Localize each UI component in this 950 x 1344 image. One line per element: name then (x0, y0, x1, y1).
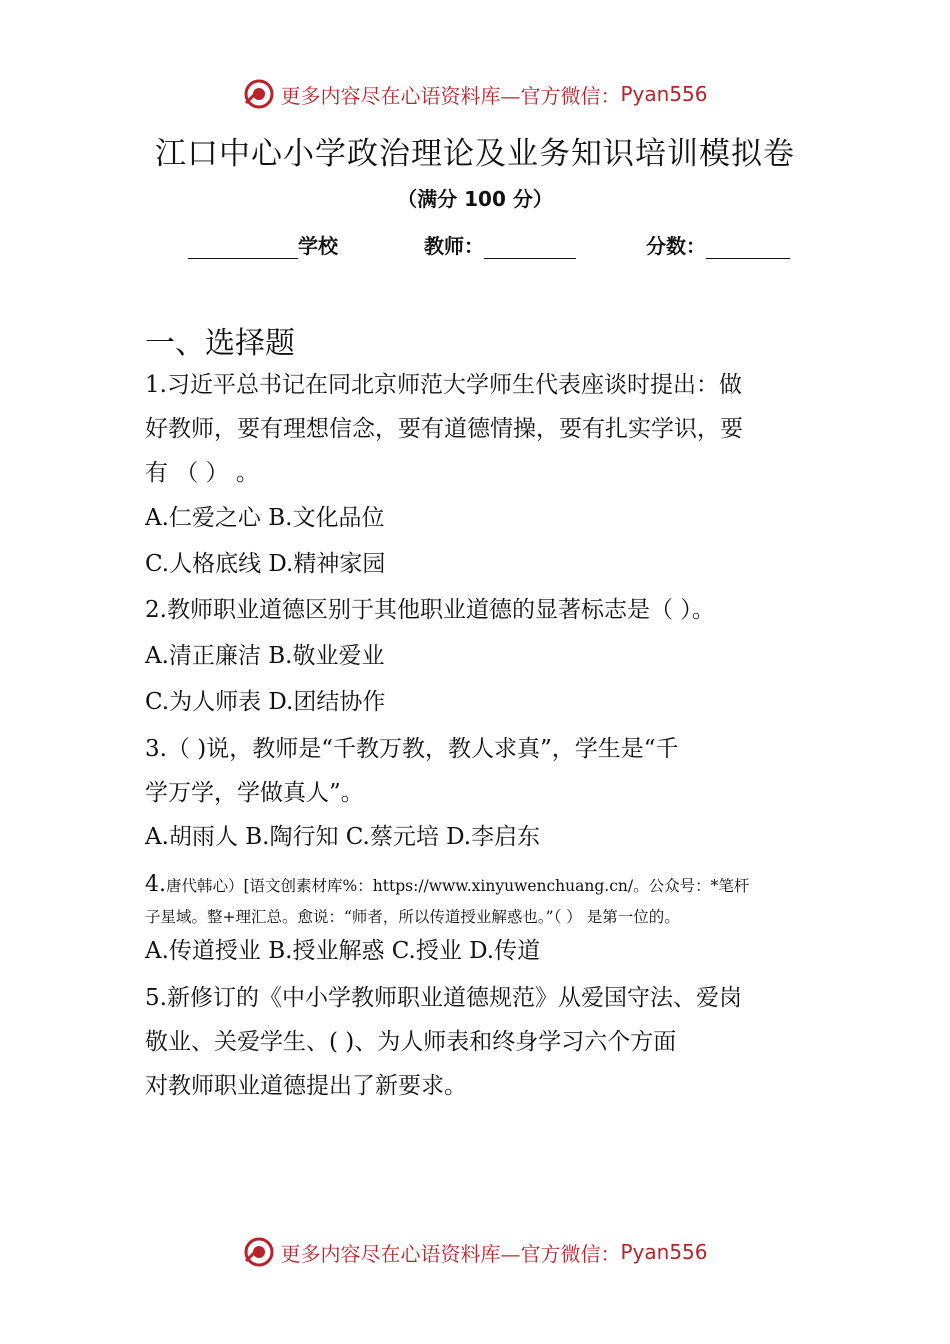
brand-logo-icon (242, 77, 276, 111)
q1-options-ab: A.仁爱之心 B.文化品位 (145, 505, 385, 531)
q3-options: A.胡雨人 B.陶行知 C.蔡元培 D.李启东 (145, 824, 541, 850)
score-field (646, 230, 790, 259)
q4-line2: 子星域。整+理汇总。愈说：“师者，所以传道授业解惑也。”（ ） 是第一位的。 (145, 908, 680, 926)
teacher-field (424, 230, 576, 259)
q2-stem: 2.教师职业道德区别于其他职业道德的显著标志是（ ）。 (145, 597, 715, 623)
brand-logo-icon (242, 1235, 276, 1269)
footer-banner (0, 1232, 950, 1272)
score-blank (706, 234, 790, 259)
school-field (188, 230, 338, 259)
footer-banner-wechat: Pyan556 (620, 1240, 708, 1264)
footer-banner-text: 更多内容尽在心语资料库—官方微信： (280, 1241, 621, 1266)
q5-line2: 敬业、关爱学生、( )、为人师表和终身学习六个方面 (145, 1029, 677, 1055)
teacher-label: 教师： (424, 234, 484, 258)
school-label: 学校 (298, 234, 338, 258)
teacher-blank (484, 234, 576, 259)
header-banner-wechat: Pyan556 (620, 82, 708, 106)
q4-line1-text: 唐代韩心）[语文创素材库%：https://www.xinyuwenchuang.cn/。公众号：*笔杆 (166, 877, 750, 895)
header-banner-text: 更多内容尽在心语资料库—官方微信： (280, 83, 621, 108)
q2-options-cd: C.为人师表 D.团结协作 (145, 689, 386, 715)
q5-line1: 5.新修订的《中小学教师职业道德规范》从爱国守法、爱岗 (145, 985, 742, 1011)
q1-line3: 有 （ ） 。 (145, 460, 259, 486)
section-heading: 一、选择题 (145, 326, 295, 361)
info-fields (188, 230, 808, 260)
q2-options-ab: A.清正廉洁 B.敬业爱业 (145, 643, 385, 669)
q4-options: A.传道授业 B.授业解惑 C.授业 D.传道 (145, 938, 541, 964)
q4-number: 4. (145, 872, 166, 897)
header-banner (0, 74, 950, 114)
score-label: 分数： (646, 234, 706, 258)
q1-options-cd: C.人格底线 D.精神家园 (145, 551, 386, 577)
q5-line3: 对教师职业道德提出了新要求。 (145, 1073, 467, 1099)
page-title: 江口中心小学政治理论及业务知识培训模拟卷 (155, 136, 795, 172)
score-subtitle: （满分 100 分） (397, 187, 553, 211)
q4-line1 (145, 870, 749, 901)
q3-line2: 学万学，学做真人”。 (145, 780, 364, 806)
q3-line1: 3.（ )说，教师是“千教万教，教人求真”，学生是“千 (145, 736, 679, 762)
q1-line2: 好教师，要有理想信念，要有道德情操，要有扎实学识，要 (145, 416, 743, 442)
school-blank (188, 234, 298, 259)
q1-line1: 1.习近平总书记在同北京师范大学师生代表座谈时提出：做 (145, 372, 742, 398)
